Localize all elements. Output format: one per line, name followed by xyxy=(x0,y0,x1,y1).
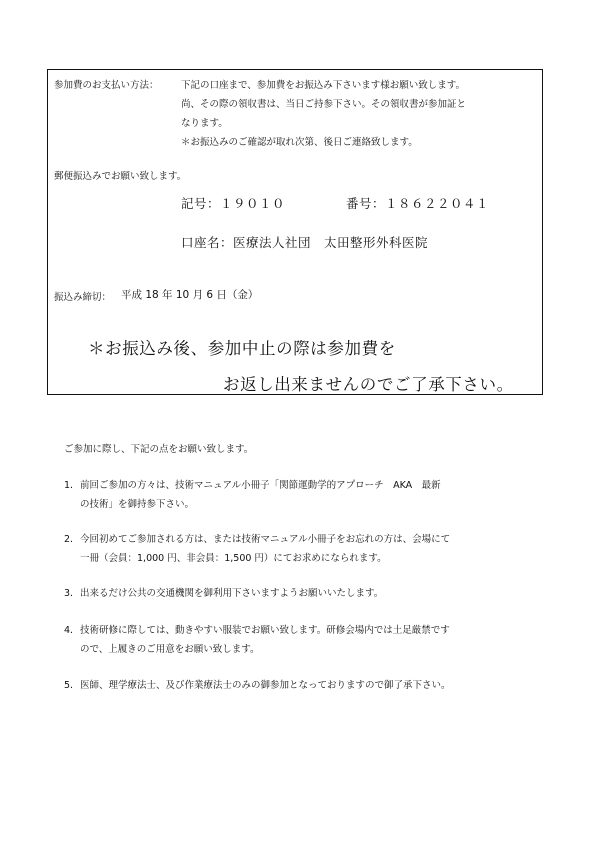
list-item-text: の技術」を御持参下さい。 xyxy=(80,499,195,510)
payment-instruction-line-2: 尚、その際の領収書は、当日ご持参下さい。その領収書が参加証と xyxy=(181,99,467,110)
account-name: 口座名：医療法人社団 太田整形外科医院 xyxy=(181,235,429,250)
list-item-text: 今回初めてご参加される方は、または技術マニュアル小冊子をお忘れの方は、会場にて xyxy=(80,534,451,545)
account-number: 番号：１８６２２０４１ xyxy=(346,196,490,211)
deadline-label: 振込み締切： xyxy=(54,292,112,303)
refund-warning-line-2: お返し出来ませんのでご了承下さい。 xyxy=(223,375,514,394)
list-item-number: 3． xyxy=(64,588,80,599)
refund-warning-line-1: ＊お振込み後、参加中止の際は参加費を xyxy=(88,339,396,358)
list-item-text: 出来るだけ公共の交通機関を御利用下さいますようお願いいたします。 xyxy=(80,588,384,599)
list-item-number: 5． xyxy=(64,680,80,691)
deadline-value: 平成 18 年 10 月 6 日（金） xyxy=(121,289,259,301)
list-item-number: 2． xyxy=(64,534,80,545)
account-symbol: 記号：１９０１０ xyxy=(181,196,286,211)
postal-transfer-request: 郵便振込みでお願い致します。 xyxy=(54,171,187,182)
payment-method-label: 参加費のお支払い方法： xyxy=(54,80,159,91)
list-item-text: 前回ご参加の方々は、技術マニュアル小冊子「関節運動学的アプローチ AKA 最新 xyxy=(80,480,441,491)
list-item-text: ので、上履きのご用意をお願い致します。 xyxy=(80,644,260,655)
payment-instruction-line-3: なります。 xyxy=(181,118,228,129)
list-item-text: 医師、理学療法士、及び作業療法士のみの御参加となっておりますので御了承下さい。 xyxy=(80,680,451,691)
notes-intro: ご参加に際し、下記の点をお願い致します。 xyxy=(64,444,254,455)
payment-instruction-line-1: 下記の口座まで、参加費をお振込み下さいます様お願い致します。 xyxy=(181,80,466,91)
payment-instruction-line-4: ＊お振込みのご確認が取れ次第、後日ご連絡致します。 xyxy=(181,137,418,148)
list-item-text: 技術研修に際しては、動きやすい服装でお願い致します。研修会場内では土足厳禁です xyxy=(80,625,450,636)
list-item-number: 4． xyxy=(64,625,80,636)
list-item-number: 1． xyxy=(64,480,80,491)
list-item-text: 一冊（会員：1,000 円、非会員：1,500 円）にてお求めになられます。 xyxy=(80,553,387,564)
